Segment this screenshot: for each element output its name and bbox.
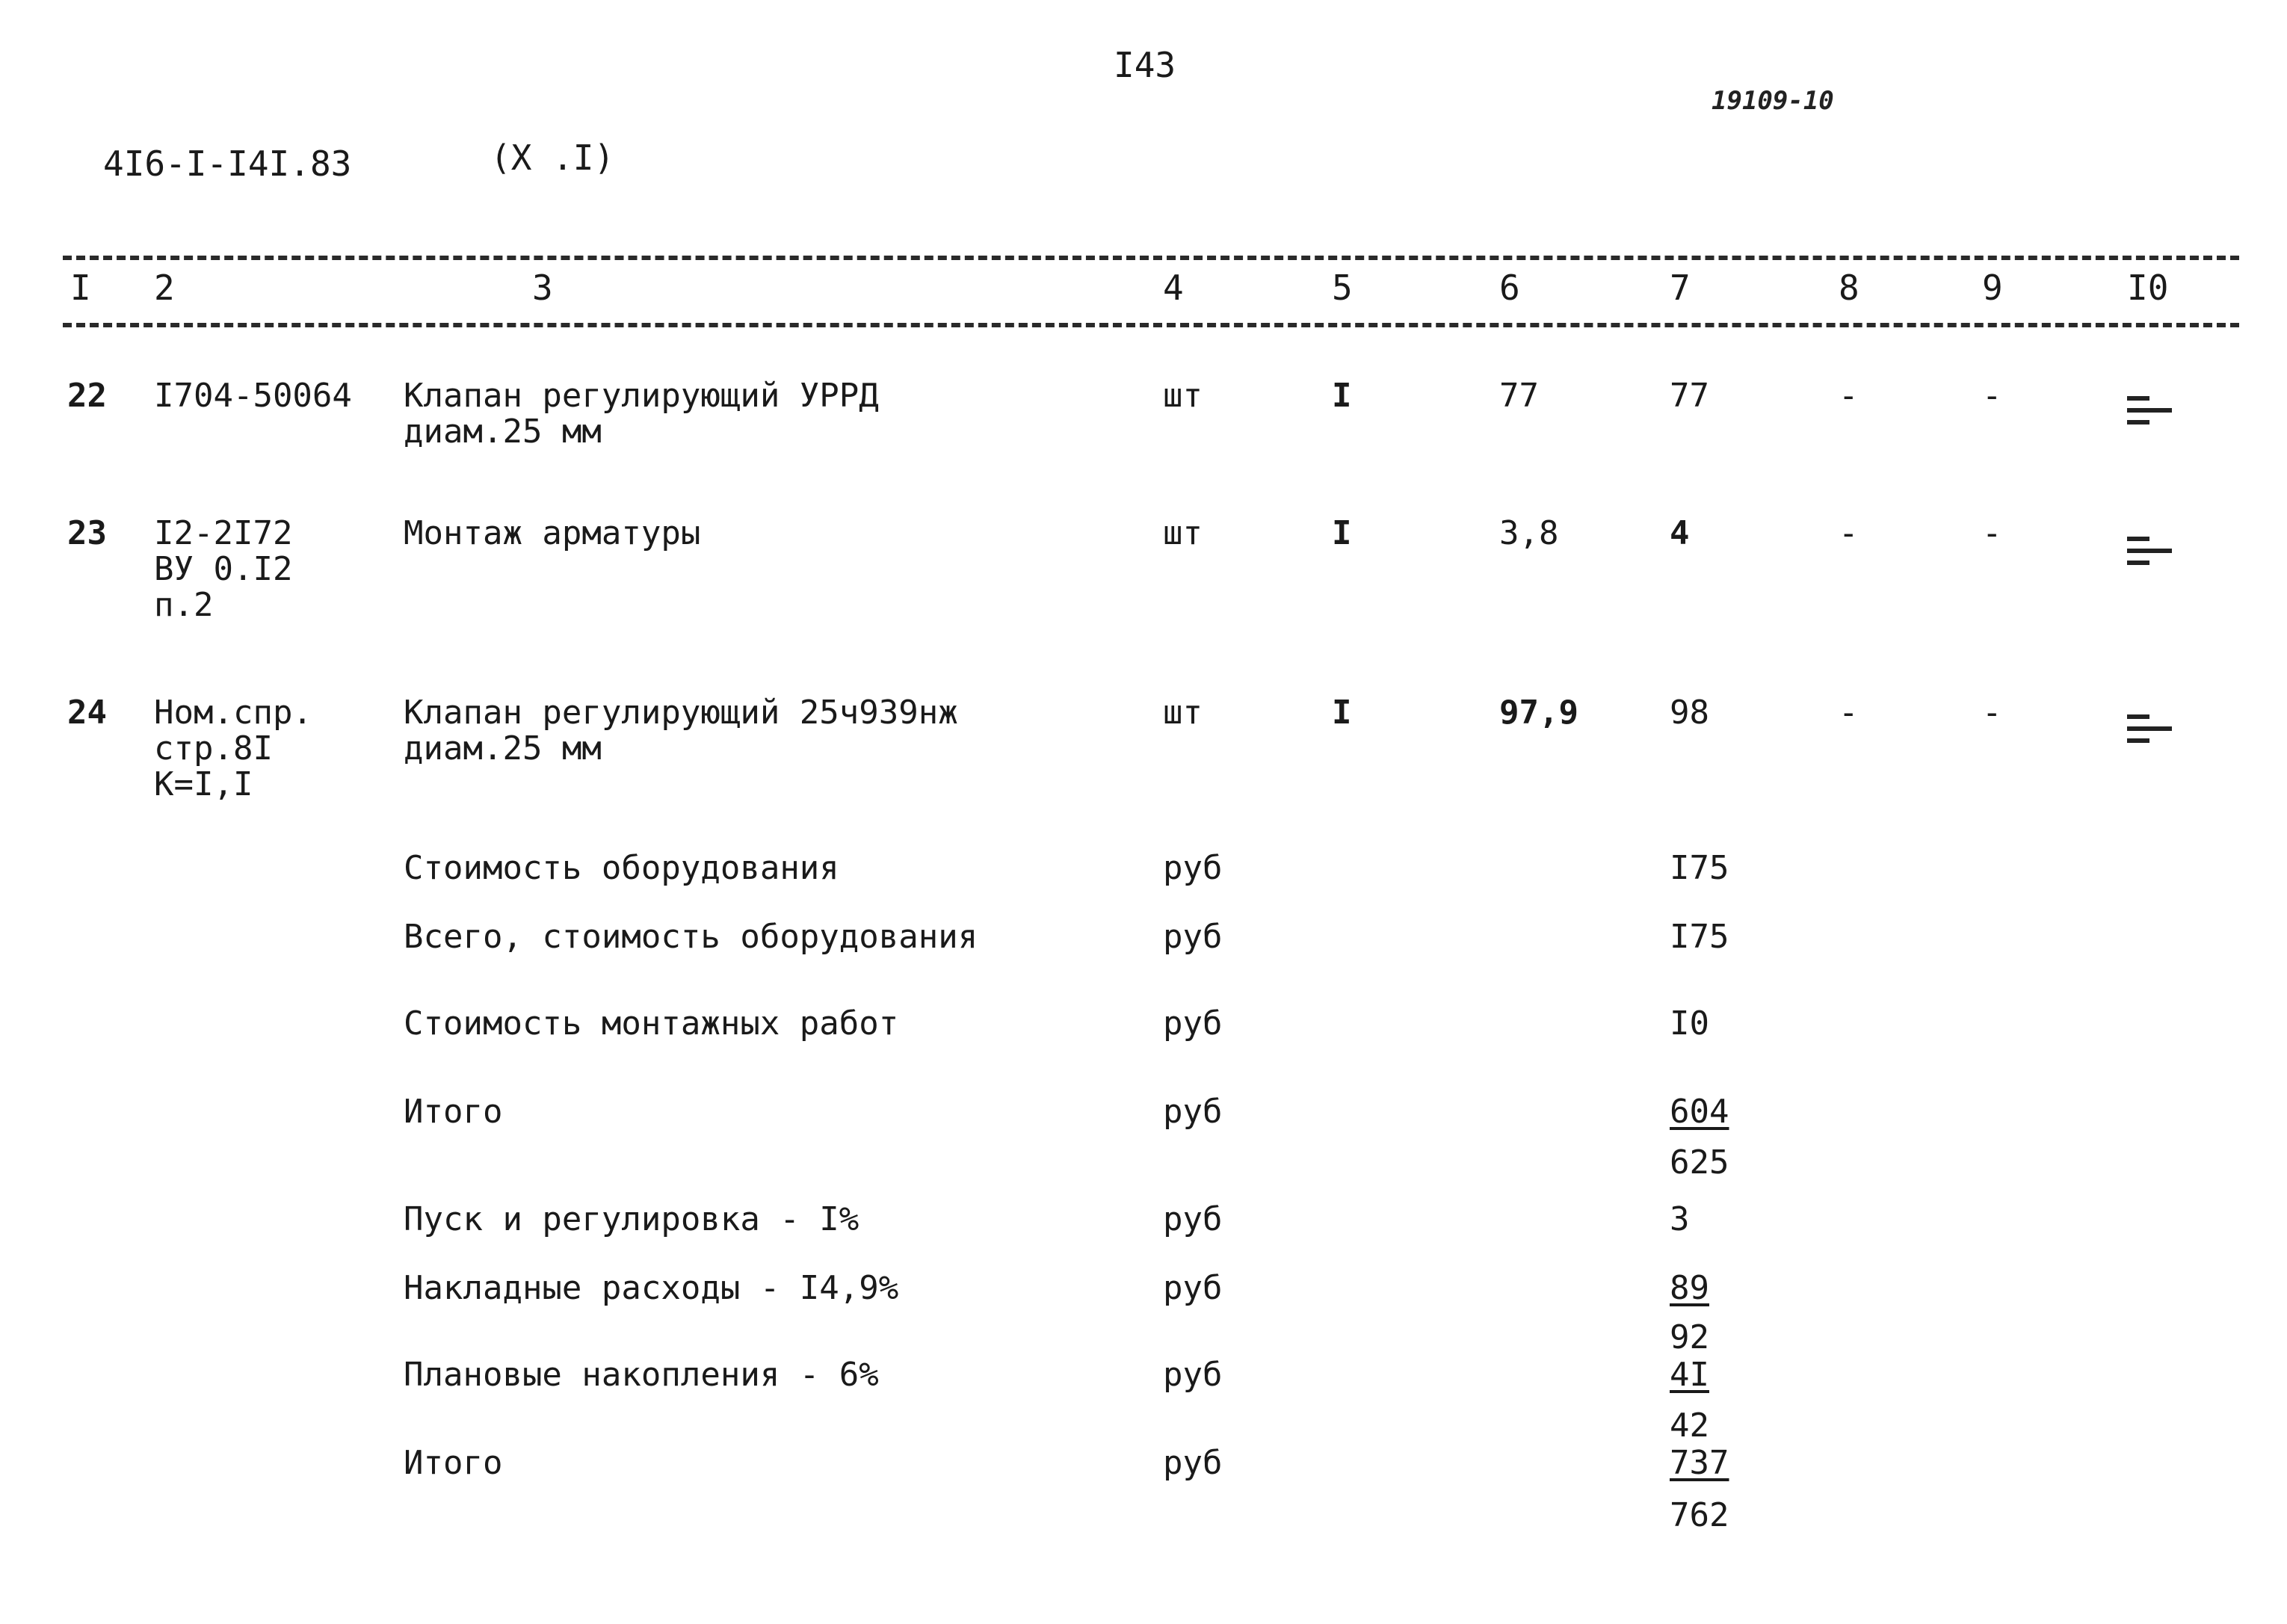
summary-commissioning-unit: руб [1163, 1200, 1223, 1238]
column-header-9: 9 [1982, 268, 2003, 308]
row-24-col9: - [1982, 694, 2002, 732]
summary-installation-value: I0 [1670, 1004, 1709, 1043]
row-24-code: Ном.спр. стр.8I К=I,I [154, 694, 312, 803]
summary-equipment-total-value: I75 [1670, 918, 1729, 956]
column-header-7: 7 [1670, 268, 1691, 308]
summary-overhead-value: 89 [1670, 1269, 1709, 1307]
row-23-code: I2-2I72 ВУ 0.I2 п.2 [154, 514, 293, 624]
row-23-col10-mark [2127, 537, 2172, 572]
summary-total-label: Итого [404, 1444, 503, 1482]
document-sheet: (X .I) [490, 138, 615, 178]
row-22-name: Клапан регулирующий УРРД диам.25 мм [404, 377, 879, 451]
table-header-rule [63, 323, 2239, 327]
table-top-rule [63, 256, 2239, 260]
row-22-code: I704-50064 [154, 377, 352, 415]
summary-planned-value: 4I [1670, 1356, 1709, 1394]
summary-total-unit: руб [1163, 1444, 1223, 1482]
row-22-no: 22 [67, 377, 107, 415]
summary-overhead-value-2: 92 [1670, 1318, 1709, 1356]
summary-planned-value-2: 42 [1670, 1407, 1709, 1445]
summary-subtotal-unit: руб [1163, 1093, 1223, 1131]
row-22-col8: - [1839, 377, 1859, 415]
summary-commissioning-value: 3 [1670, 1200, 1690, 1238]
column-header-3: 3 [532, 268, 553, 308]
row-23-qty: I [1332, 514, 1352, 552]
row-24-price: 97,9 [1499, 694, 1578, 732]
row-23-price: 3,8 [1499, 514, 1559, 552]
row-23-col8: - [1839, 514, 1859, 552]
summary-overhead-label: Накладные расходы - I4,9% [404, 1269, 899, 1307]
row-22-unit: шт [1163, 377, 1203, 415]
summary-planned-label: Плановые накопления - 6% [404, 1356, 879, 1394]
summary-installation-label: Стоимость монтажных работ [404, 1004, 899, 1043]
summary-subtotal-label: Итого [404, 1093, 503, 1131]
summary-commissioning-label: Пуск и регулировка - I% [404, 1200, 859, 1238]
row-24-qty: I [1332, 694, 1352, 732]
summary-subtotal-value: 604 [1670, 1093, 1729, 1131]
summary-equipment-total-unit: руб [1163, 918, 1223, 956]
summary-equipment-total-label: Всего, стоимость оборудования [404, 918, 978, 956]
row-23-name: Монтаж арматуры [404, 514, 701, 552]
page-number: I43 [1114, 45, 1176, 85]
column-header-1: I [70, 268, 91, 308]
summary-total-value: 737 [1670, 1444, 1729, 1482]
row-23-col9: - [1982, 514, 2002, 552]
row-22-price: 77 [1499, 377, 1539, 415]
row-24-no: 24 [67, 694, 107, 732]
column-header-5: 5 [1332, 268, 1353, 308]
document-code: 4I6-I-I4I.83 [103, 143, 352, 184]
column-header-4: 4 [1163, 268, 1184, 308]
row-23-no: 23 [67, 514, 107, 552]
column-header-6: 6 [1499, 268, 1520, 308]
row-23-unit: шт [1163, 514, 1203, 552]
summary-equipment-value: I75 [1670, 849, 1729, 887]
row-22-col9: - [1982, 377, 2002, 415]
row-24-col10-mark [2127, 714, 2172, 750]
column-header-10: I0 [2127, 268, 2169, 308]
summary-planned-unit: руб [1163, 1356, 1223, 1394]
summary-installation-unit: руб [1163, 1004, 1223, 1043]
summary-total-value-2: 762 [1670, 1496, 1729, 1534]
column-header-8: 8 [1839, 268, 1859, 308]
row-22-total: 77 [1670, 377, 1709, 415]
row-24-name: Клапан регулирующий 25ч939нж диам.25 мм [404, 694, 958, 768]
row-22-col10-mark [2127, 396, 2172, 432]
column-header-2: 2 [154, 268, 175, 308]
archive-stamp: 19109-10 [1712, 86, 1834, 116]
row-23-total: 4 [1670, 514, 1690, 552]
row-24-total: 98 [1670, 694, 1709, 732]
row-24-unit: шт [1163, 694, 1203, 732]
summary-overhead-unit: руб [1163, 1269, 1223, 1307]
summary-equipment-label: Стоимость оборудования [404, 849, 839, 887]
row-22-qty: I [1332, 377, 1352, 415]
summary-equipment-unit: руб [1163, 849, 1223, 887]
row-24-col8: - [1839, 694, 1859, 732]
summary-subtotal-value-2: 625 [1670, 1143, 1729, 1182]
